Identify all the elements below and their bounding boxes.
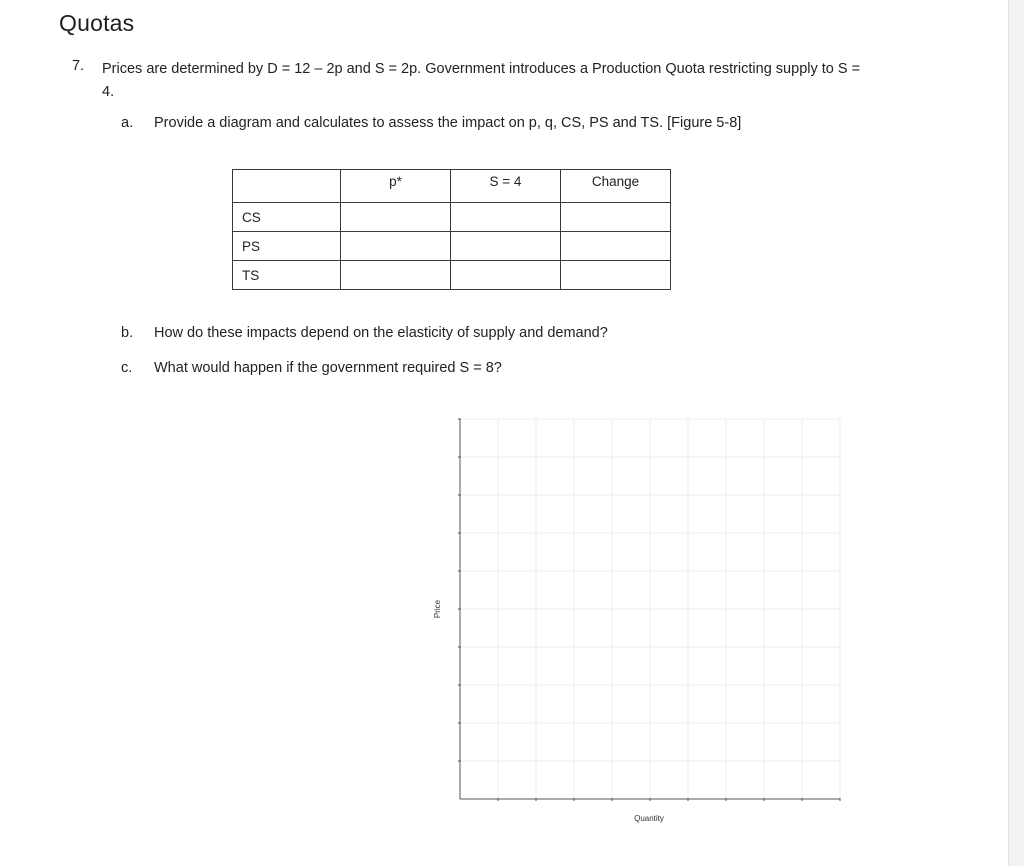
table-cell bbox=[341, 261, 451, 290]
part-b-text: How do these impacts depend on the elasticity of supply and demand? bbox=[154, 325, 608, 341]
part-a-letter: a. bbox=[121, 115, 134, 131]
table-row-label: CS bbox=[233, 203, 341, 232]
table-row bbox=[233, 203, 671, 232]
table-header-row bbox=[233, 170, 671, 203]
table-row-label: TS bbox=[233, 261, 341, 290]
table-header-cell: Change bbox=[561, 170, 671, 203]
table-cell bbox=[561, 203, 671, 232]
scrollbar-track[interactable] bbox=[1008, 0, 1024, 866]
y-axis-label: Price bbox=[433, 599, 442, 619]
blank-graph bbox=[420, 405, 860, 835]
part-c-text: What would happen if the government required S = 8? bbox=[154, 360, 502, 376]
table-cell bbox=[451, 232, 561, 261]
page-title: Quotas bbox=[59, 10, 135, 36]
table-row-label: PS bbox=[233, 232, 341, 261]
table-cell bbox=[561, 232, 671, 261]
table-cell bbox=[341, 203, 451, 232]
question-text: Prices are determined by D = 12 – 2p and S = 2p. Government introduces a Production Quota restricting supply to S = 4. bbox=[102, 61, 861, 100]
table-cell bbox=[341, 232, 451, 261]
table-row bbox=[233, 261, 671, 290]
table-cell bbox=[561, 261, 671, 290]
table-row bbox=[233, 232, 671, 261]
axis-ticks bbox=[458, 419, 840, 801]
table-cell bbox=[451, 203, 561, 232]
part-a-text: Provide a diagram and calculates to assess the impact on p, q, CS, PS and TS. [Figure 5-8] bbox=[154, 115, 742, 131]
x-axis-label: Quantity bbox=[634, 814, 664, 823]
part-c-letter: c. bbox=[121, 360, 133, 376]
table-header-cell: S = 4 bbox=[451, 170, 561, 203]
table-header-corner bbox=[233, 170, 341, 203]
part-b-letter: b. bbox=[121, 325, 134, 341]
table-cell bbox=[451, 261, 561, 290]
question-number: 7. bbox=[72, 58, 85, 74]
graph-svg bbox=[420, 405, 860, 835]
graph-grid bbox=[460, 419, 840, 799]
results-table bbox=[232, 169, 671, 290]
table-header-cell: p* bbox=[341, 170, 451, 203]
